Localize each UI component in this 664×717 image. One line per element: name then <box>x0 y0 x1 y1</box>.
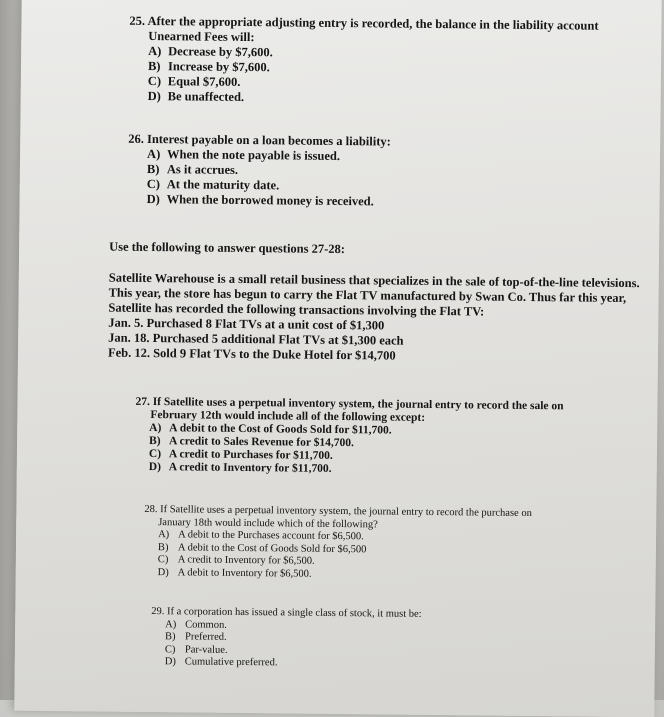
option-letter: A) <box>158 529 170 541</box>
option-text: Preferred. <box>184 631 227 643</box>
option-letter: B) <box>146 161 160 177</box>
question-27 <box>135 396 564 478</box>
question-28-number: 28. <box>144 503 158 516</box>
option-text: A credit to Sales Revenue for $14,700. <box>169 435 354 450</box>
question-29-option-d <box>151 656 421 671</box>
option-letter: B) <box>147 58 161 74</box>
paper-sheet <box>14 0 662 717</box>
question-28 <box>144 504 532 583</box>
option-letter: D) <box>148 461 162 474</box>
option-letter: D) <box>146 191 160 207</box>
option-text: Common. <box>185 618 227 631</box>
question-29-number: 29. <box>151 606 165 618</box>
scenario-block <box>108 271 649 367</box>
question-27-number: 27. <box>135 395 150 409</box>
option-text: A credit to Inventory for $11,700. <box>168 461 332 475</box>
option-letter: C) <box>146 176 161 192</box>
question-26 <box>128 132 391 210</box>
option-text: Cumulative preferred. <box>184 656 278 669</box>
option-text: When the borrowed money is received. <box>166 192 374 209</box>
option-letter: C) <box>148 448 162 461</box>
question-29 <box>151 606 422 671</box>
question-27-text: If Satellite uses a perpetual inventory system, the journal entry to record the sale on <box>152 396 564 413</box>
option-letter: C) <box>164 643 176 655</box>
option-letter: A) <box>147 146 161 162</box>
option-text: At the maturity date. <box>166 177 280 193</box>
question-27-stem-cont: February 12th would include all of the following except: <box>150 409 426 424</box>
use-following-instruction: Use the following to answer questions 27-28: <box>109 239 346 257</box>
option-letter: D) <box>157 566 169 578</box>
question-25 <box>129 14 599 109</box>
option-text: A debit to the Purchases account for $6,500. <box>178 529 364 543</box>
option-letter: D) <box>147 88 161 104</box>
option-text: When the note payable is issued. <box>167 147 341 164</box>
option-text: Decrease by $7,600. <box>168 44 273 60</box>
question-29-text: If a corporation has issued a single class of stock, it must be: <box>166 606 422 620</box>
option-letter: C) <box>147 73 162 89</box>
option-text: As it accrues. <box>166 162 239 177</box>
option-letter: A) <box>148 43 162 59</box>
option-letter: B) <box>149 435 161 448</box>
transaction-jan-18: Jan. 18. Purchased 5 additional Flat TVs at $1,300 each <box>108 330 404 348</box>
question-26-text: Interest payable on a loan becomes a liability: <box>146 131 391 149</box>
option-letter: B) <box>164 631 176 643</box>
document-content <box>107 13 652 669</box>
option-text: A credit to Inventory for $6,500. <box>177 554 315 567</box>
question-28-text: If Satellite uses a perpetual inventory system, the journal entry to record the purchase on <box>160 504 532 520</box>
transaction-feb-12: Feb. 12. Sold 9 Flat TVs to the Duke Hotel for $14,700 <box>107 345 396 363</box>
question-28-stem-cont: January 18th would include which of the following? <box>158 516 378 530</box>
option-letter: A) <box>165 618 177 630</box>
option-text: A debit to the Cost of Goods Sold for $6,500 <box>177 541 367 555</box>
question-28-option-d <box>144 566 532 583</box>
option-text: Increase by $7,600. <box>167 59 270 75</box>
question-26-number: 26. <box>128 131 144 146</box>
option-letter: D) <box>164 656 176 668</box>
option-letter: B) <box>157 541 169 553</box>
question-26-option-d <box>128 192 391 210</box>
option-letter: A) <box>149 422 162 435</box>
option-text: A debit to the Cost of Goods Sold for $11,700. <box>169 422 392 437</box>
transaction-jan-5: Jan. 5. Purchased 8 Flat TVs at a unit cost of $1,300 <box>108 315 385 333</box>
scenario-paragraph: Satellite Warehouse is a small retail business that specializes in the sale of top-of-the-line televisions. This year, the store has begun to carry the Flat TV manufactured by Swan Co. Thus far this year, Satellite has recorded the following transactions involving the Flat TV: <box>108 270 640 319</box>
option-text: A debit to Inventory for $6,500. <box>177 566 312 580</box>
question-25-text: After the appropriate adjusting entry is recorded, the balance in the liability account <box>147 13 599 33</box>
question-25-stem-cont: Unearned Fees will: <box>148 28 255 45</box>
option-text: Be unaffected. <box>167 89 245 105</box>
option-letter: C) <box>157 554 169 566</box>
question-25-number: 25. <box>129 13 146 28</box>
option-text: Par-value. <box>184 643 228 656</box>
option-text: A credit to Purchases for $11,700. <box>168 448 333 462</box>
option-text: Equal $7,600. <box>167 74 241 89</box>
